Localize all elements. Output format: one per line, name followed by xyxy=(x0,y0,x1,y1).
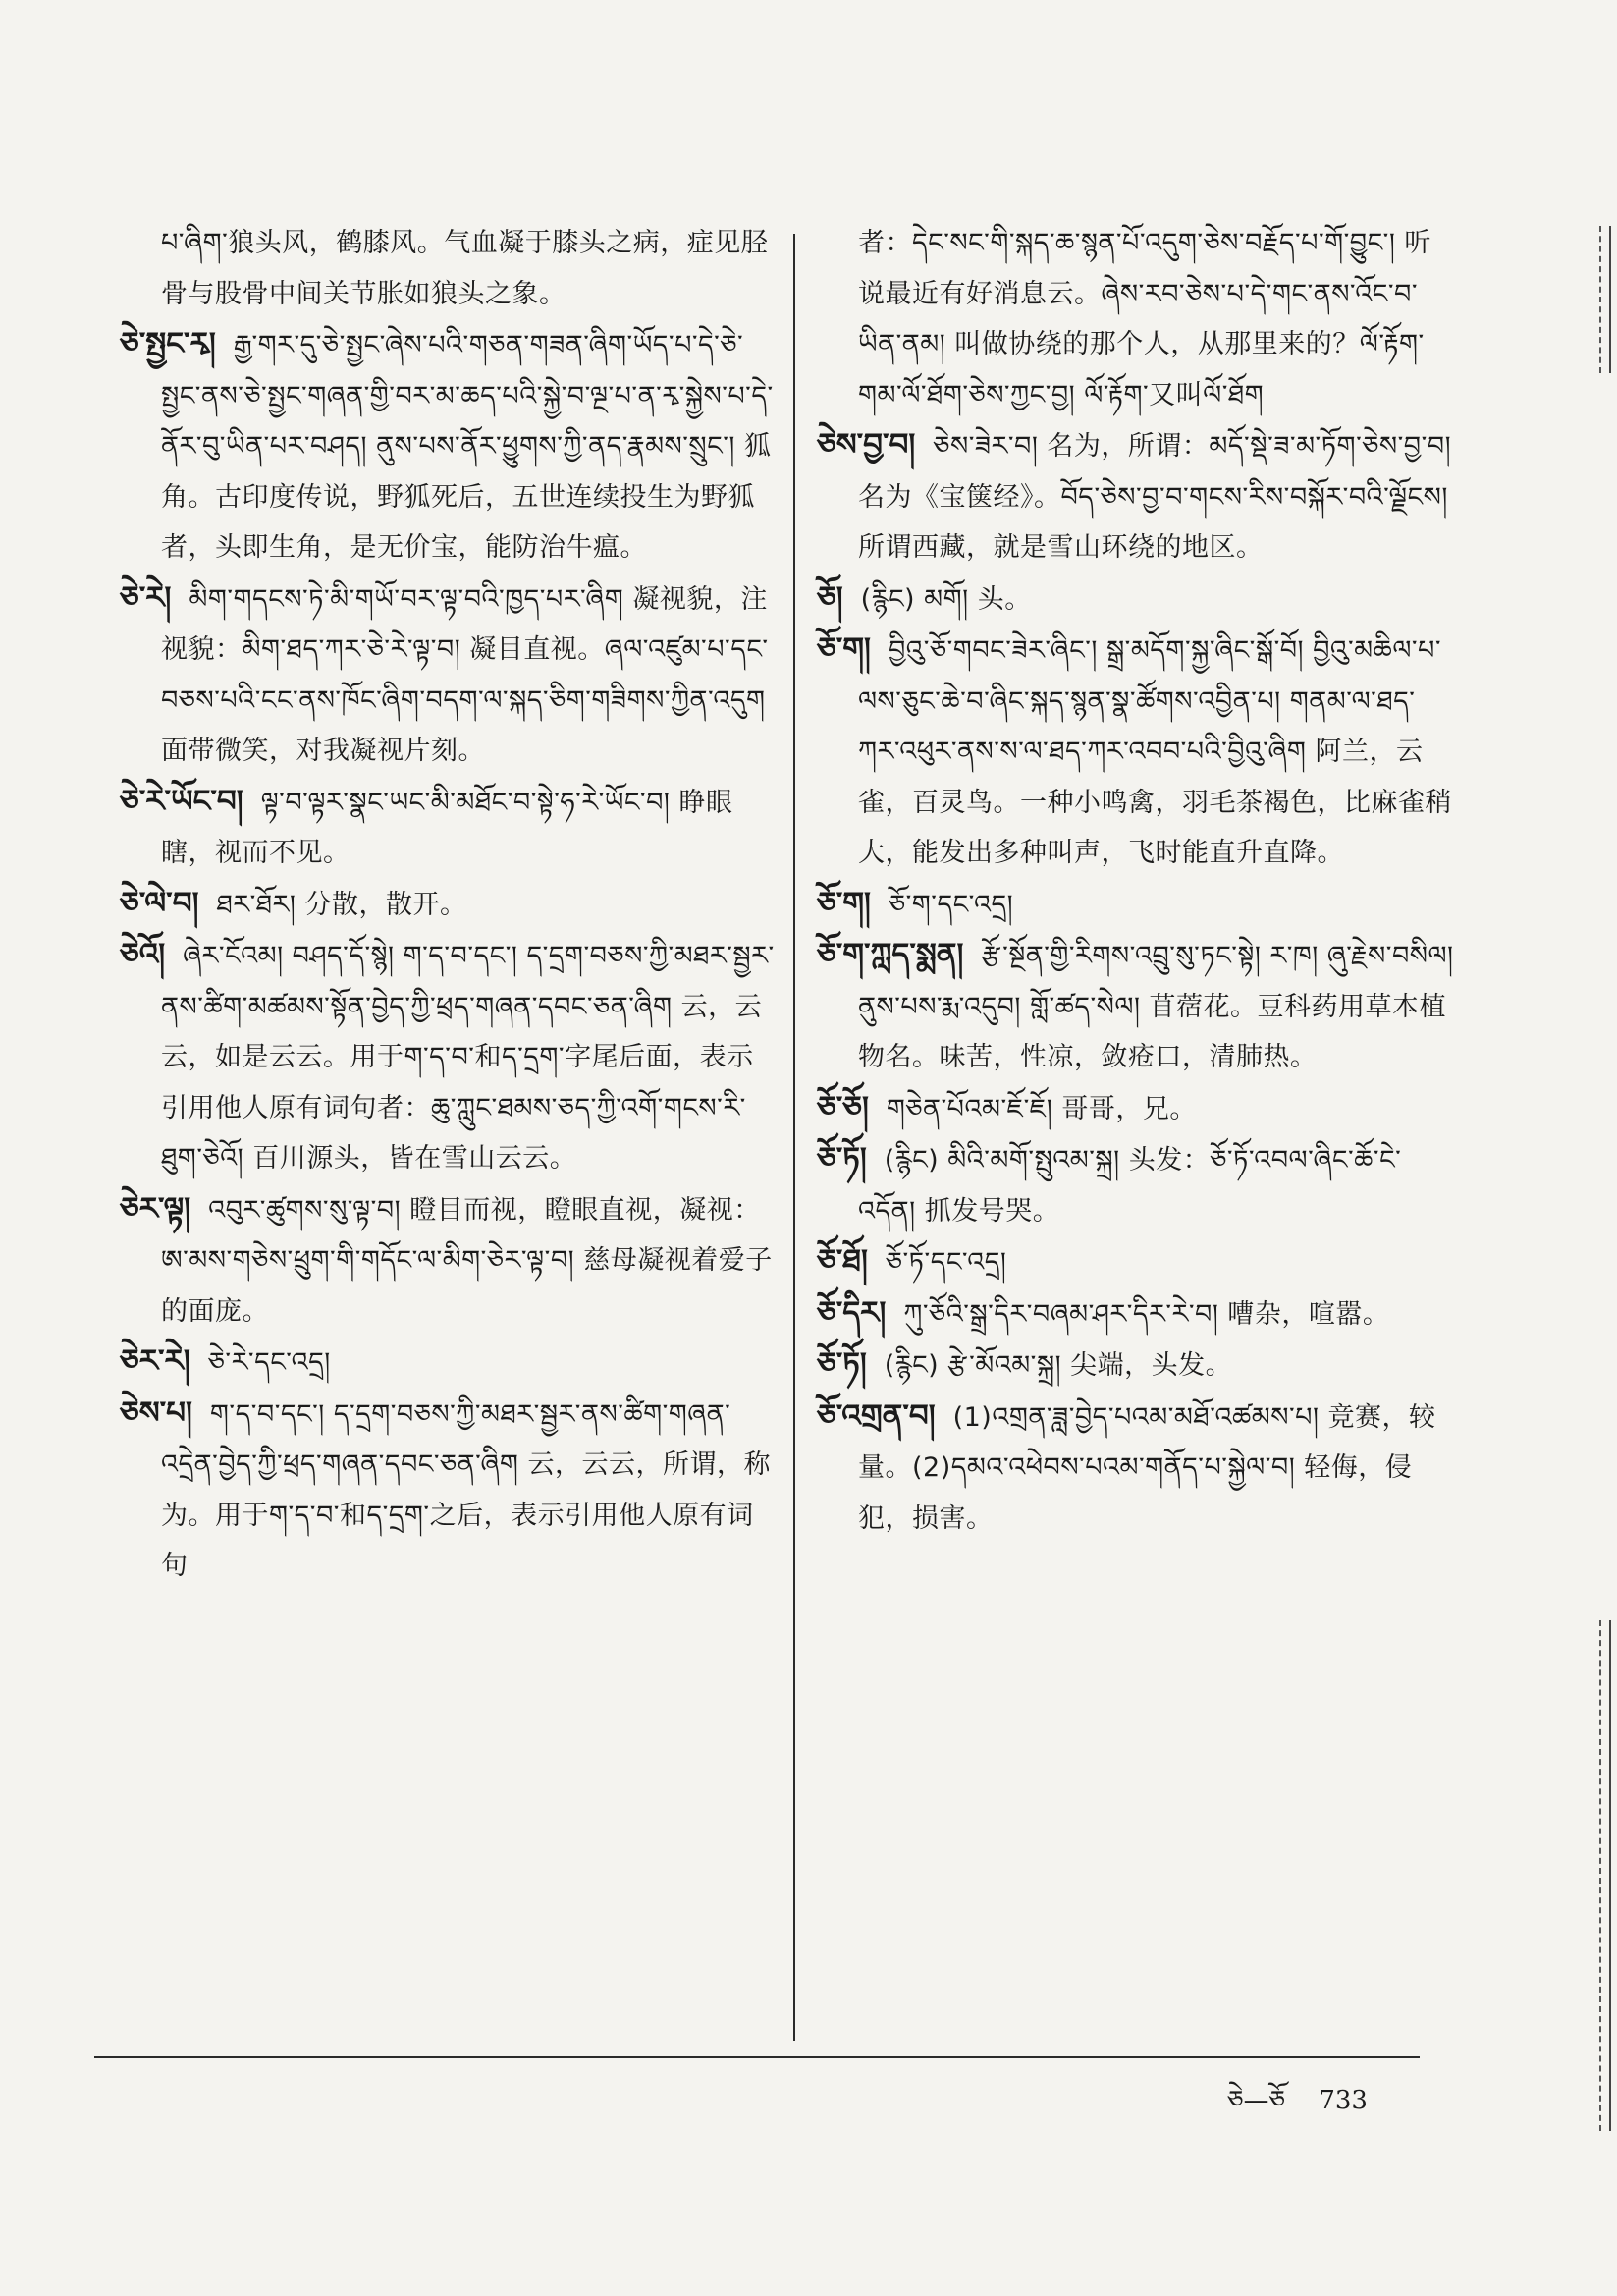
letter-range: ཅེ—ཅོ xyxy=(1227,2086,1286,2115)
entry-definition: ཐར་ཐོར། 分散，散开。 xyxy=(216,889,467,920)
entry-definition: མིག་གདངས་ཏེ་མི་གཡོ་བར་ལྟ་བའི་ཁྱད་པར་ཞིག 凝视貌，注视貌：མིག་ཐད་ཀར་ཅེ་རེ་ལྟ་བ། 凝目直视。ཞལ་འཛུམ་པ་དང་བཅས་པའི་ངང་ནས་ཁོང་ཞིག་བདག་ལ་སྐད་ཅིག་གཟིགས་ཀྱིན་འདུག 面带微笑，对我凝视片刻。 xyxy=(161,583,769,766)
entry-definition: ཀུ་ཅོའི་སྒྲ་དིར་བཞམ་ཤར་དིར་རེ་བ། 嘈杂，喧嚣。 xyxy=(903,1298,1390,1330)
dictionary-entry xyxy=(817,218,1455,420)
entry-definition: འབུར་ཚུགས་སུ་ལྟ་བ། 瞪目而视，瞪眼直视，凝视：ཨ་མས་གཅེས་ཕྲུག་གི་གདོང་ལ་མིག་ཅེར་ལྟ་བ། 慈母凝视着爱子的面庞。 xyxy=(161,1194,773,1327)
entry-definition: ཅོ་ཏོ་དང་འདྲ། xyxy=(885,1247,1007,1278)
entry-definition: (རྙིང) མགོ། 头。 xyxy=(860,583,1032,615)
entry-definition: གཅེན་པོའམ་ཇོ་ཇོ། 哥哥，兄。 xyxy=(886,1093,1197,1124)
dictionary-entry xyxy=(120,777,776,879)
dictionary-entry xyxy=(817,879,1455,931)
headword: ཅེས་པ། xyxy=(120,1394,192,1431)
headword: ཅོ་ཏོ། xyxy=(817,1346,867,1382)
column-divider xyxy=(793,234,795,2041)
entry-definition: པ་ཞིག་狼头风，鹤膝风。气血凝于膝头之病，症见胫骨与股骨中间关节胀如狼头之象。 xyxy=(161,228,769,309)
page-number: 733 xyxy=(1319,2086,1368,2115)
headword: ཅེར་རེ། xyxy=(120,1343,190,1379)
dictionary-entry xyxy=(817,930,1455,1083)
entry-definition: ལྟ་བ་ལྟར་སྣང་ཡང་མི་མཐོང་བ་སྟེ་ཧ་རེ་ཡོང་བ། 睁眼瞎，视而不见。 xyxy=(161,787,733,868)
headword: ཅེས་བྱ་བ། xyxy=(817,427,916,463)
entry-definition: (རྙིང) རྩེ་མོའམ་སྐྲ། 尖端，头发。 xyxy=(884,1350,1233,1381)
bottom-rule xyxy=(94,2056,1420,2058)
dictionary-entry xyxy=(817,1083,1455,1135)
headword: ཅེ་རེ། xyxy=(120,579,172,616)
page-footer xyxy=(1227,2072,1368,2144)
headword: ཅོ་ག་ཀླད་སྨན། xyxy=(817,937,964,972)
headword: ཅོ་ཅོ། xyxy=(817,1089,869,1125)
dictionary-entry xyxy=(817,1288,1455,1340)
headword: ཅོ། xyxy=(817,579,843,616)
entry-definition: ཅོ་ག་དང་འདྲ། xyxy=(888,889,1014,920)
dictionary-entry xyxy=(120,1337,776,1389)
entry-definition: (1)འགྲན་ཟླ་བྱེད་པའམ་མཐོ་འཚམས་པ། 竞赛，较量。(2)དམའ་འཕེབས་པའམ་གནོད་པ་སྐྱེལ་བ། 轻侮，侵犯，损害。 xyxy=(858,1401,1436,1534)
headword: ཅོ་ཏོ། xyxy=(817,1141,867,1176)
entry-definition: ཅེ་རེ་དང་འདྲ། xyxy=(207,1347,331,1378)
headword: ཅེའོ། xyxy=(120,937,166,972)
dictionary-entry xyxy=(817,1134,1455,1236)
entry-definition: ཞེར་ངོའམ། བཤད་དོ་སྙེ། ག་ད་བ་དང་། ད་དྲག་བཅས་ཀྱི་མཐར་སྦྱར་ནས་ཚིག་མཚམས་སྟོན་བྱེད་ཀྱི་ཕྲད་གཞན་དབང་ཅན་ཞིག 云，云云，如是云云。用于ག་ད་བ་和ད་དྲག་字尾后面，表示引用他人原有词句者：ཆུ་ཀླུང་ཐམས་ཅད་ཀྱི་འགོ་གངས་རི་ཐུག་ཅེའོ། 百川源头，皆在雪山云云。 xyxy=(161,941,775,1174)
headword: ཅོ་དིར། xyxy=(817,1294,887,1331)
dictionary-entry xyxy=(120,1184,776,1338)
edge-mark-top xyxy=(1599,226,1611,373)
dictionary-entry xyxy=(817,625,1455,879)
dictionary-entry xyxy=(817,574,1455,626)
headword: ཅེར་ལྟ། xyxy=(120,1190,191,1227)
dictionary-entry xyxy=(817,1339,1455,1392)
dictionary-entry xyxy=(120,218,776,319)
dictionary-entry xyxy=(120,319,776,574)
headword: ཅེ་སྤྱང་རྭ། xyxy=(120,326,216,361)
entry-definition: རྒྱ་གར་དུ་ཅེ་སྤྱང་ཞེས་པའི་གཅན་གཟན་ཞིག་ཡོད་པ་དེ་ཅེ་སྤྱང་ནས་ཅེ་སྤྱང་གཞན་གྱི་བར་མ་ཆད་པའི་སྐྱེ་བ་ལྔ་པ་ན་རྭ་སྐྱེས་པ་དེ་ནོར་བུ་ཡིན་པར་བཤད། ནུས་པས་ནོར་ཕྱུགས་ཀྱི་ནད་རྣམས་སྲུང་། 狐角。古印度传说，野狐死后，五世连续投生为野狐者，头即生角，是无价宝，能防治牛瘟。 xyxy=(161,330,774,563)
entry-definition: 者：དེང་སང་གི་སྐད་ཆ་སྙན་པོ་འདུག་ཅེས་བརྗོད་པ་གོ་བྱུང་། 听说最近有好消息云。ཞེས་རབ་ཅེས་པ་དེ་གང་ནས་འོང་བ་ཡིན་ནམ། 叫做协绕的那个人，从那里来的？ལོ་རྟོག་གམ་ལོ་ཐོག་ཅེས་ཀྱང་བྱ། ལོ་རྟོག་又叫ལོ་ཐོག xyxy=(858,228,1431,410)
dictionary-entry xyxy=(817,1236,1455,1288)
headword: ཅོ་འགྲན་བ། xyxy=(817,1397,936,1434)
dictionary-entry xyxy=(120,879,776,931)
headword: ཅོ་ག། xyxy=(817,885,871,921)
headword: ཅེ་རེ་ཡོང་བ། xyxy=(120,783,243,819)
dictionary-entry xyxy=(817,420,1455,574)
headword: ཅོ་ཐོ། xyxy=(817,1243,868,1279)
edge-mark-bottom xyxy=(1599,1620,1611,2131)
dictionary-entry xyxy=(120,1389,776,1592)
entry-definition: བྱིའུ་ཅོ་གབང་ཟེར་ཞིང་། སྒྲ་མདོག་སྐྱ་ཞིང་སྒོ་བོ། བྱིའུ་མཆིལ་པ་ལས་ཅུང་ཆེ་བ་ཞིང་སྐད་སྙན་སྣ་ཚོགས་འབྱིན་པ། གནམ་ལ་ཐད་ཀར་འཕུར་ནས་ས་ལ་ཐད་ཀར་འབབ་པའི་བྱིའུ་ཞིག 阿兰，云雀，百灵鸟。一种小鸣禽，羽毛茶褐色，比麻雀稍大，能发出多种叫声，飞时能直升直降。 xyxy=(858,635,1452,868)
entry-definition: ཅེས་ཟེར་བ། 名为，所谓：མདོ་སྡེ་ཟ་མ་ཏོག་ཅེས་བྱ་བ། 名为《宝箧经》。བོད་ཅེས་བྱ་བ་གངས་རིས་བསྐོར་བའི་ལྗོངས། 所谓西藏，就是雪山环绕的地区。 xyxy=(858,431,1452,563)
entry-definition: ག་ད་བ་དང་། ད་དྲག་བཅས་ཀྱི་མཐར་སྦྱར་ནས་ཚིག་གཞན་འདྲེན་བྱེད་ཀྱི་ཕྲད་གཞན་དབང་ཅན་ཞིག 云，云云，所谓，称为。用于ག་ད་བ་和ད་དྲག་之后，表示引用他人原有词句 xyxy=(161,1398,772,1581)
left-column xyxy=(120,218,776,2060)
entry-definition: རྩོ་སྔོན་གྱི་རིགས་འབྲུ་སུ་ཏང་སྟེ། ར་ཁ། ཞུ་རྗེས་བསིལ། ནུས་པས་རྨ་འདུབ། གློ་ཚད་སེལ། 苜蓿花。豆科药用草本植物名。味苦，性凉，敛疮口，清肺热。 xyxy=(858,941,1454,1072)
right-column xyxy=(817,218,1455,2060)
entry-definition: (རྙིང) མིའི་མགོ་སྤུའམ་སྐྲ། 头发：ཅོ་ཏོ་འབལ་ཞིང་ཆོ་ངེ་འདོན། 抓发号哭。 xyxy=(858,1145,1402,1227)
dictionary-entry xyxy=(120,930,776,1184)
headword: ཅེ་ལེ་བ། xyxy=(120,885,199,921)
headword: ཅོ་ག། xyxy=(817,631,871,667)
dictionary-entry xyxy=(817,1392,1455,1545)
dictionary-entry xyxy=(120,574,776,777)
